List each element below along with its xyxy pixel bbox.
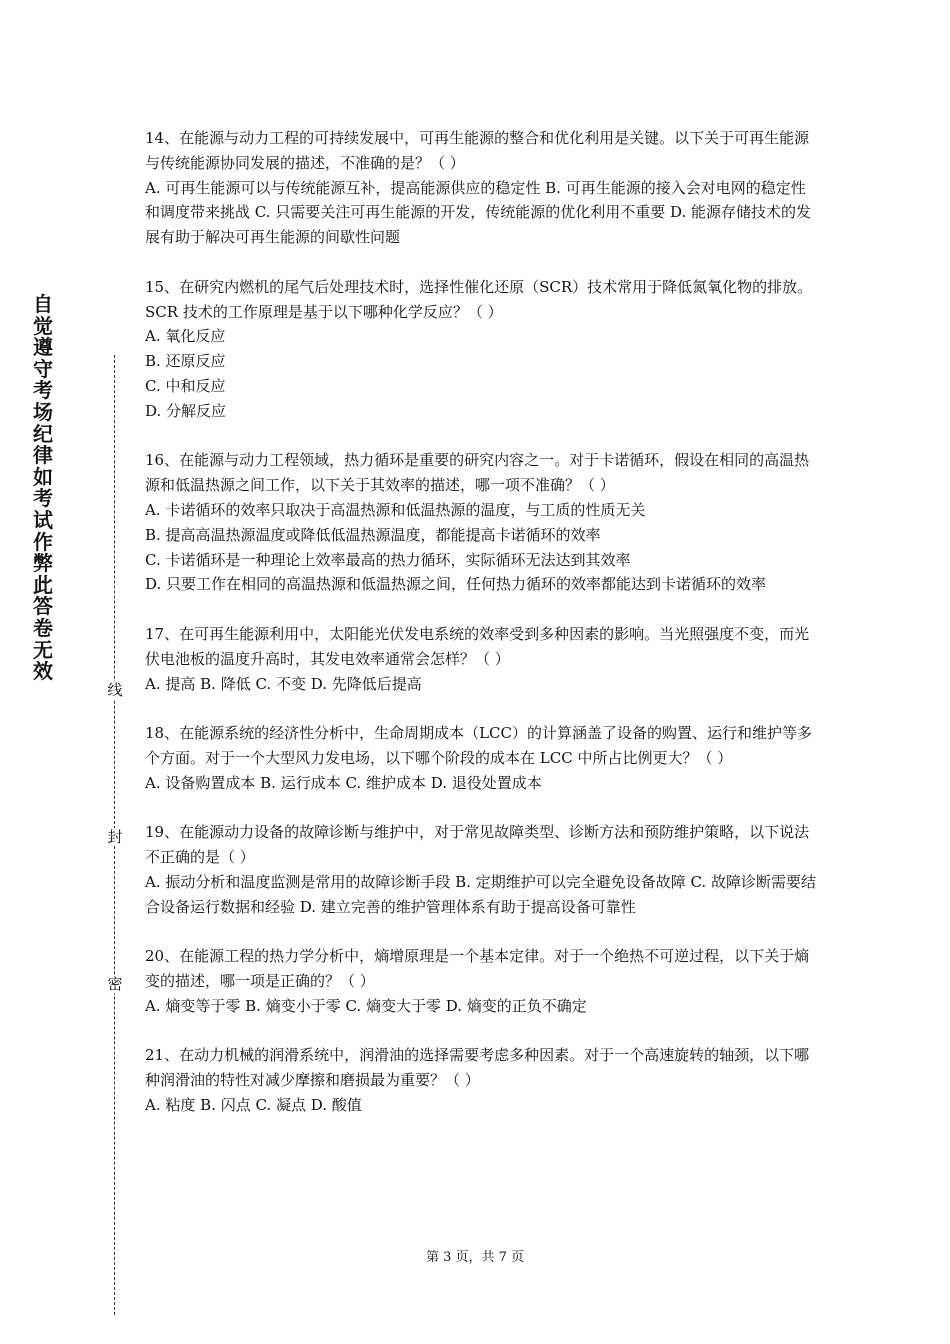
question-stem: 21、在动力机械的润滑系统中，润滑油的选择需要考虑多种因素。对于一个高速旋转的轴颈，以下哪种润滑油的特性对减少摩擦和磨损最为重要？（ ）: [145, 1046, 810, 1090]
option-c: C. 中和反应: [145, 376, 226, 395]
option-a: A. 卡诺循环的效率只取决于高温热源和低温热源的温度，与工质的性质无关: [145, 500, 646, 519]
question-options: A. 振动分析和温度监测是常用的故障诊断手段 B. 定期维护可以完全避免设备故障 C. 故障诊断需要结合设备运行数据和经验 D. 建立完善的维护管理体系有助于提高设备可靠性: [145, 872, 816, 916]
option-d: D. 分解反应: [145, 401, 227, 420]
question-stem: 15、在研究内燃机的尾气后处理技术时，选择性催化还原（SCR）技术常用于降低氮氧化物的排放。SCR 技术的工作原理是基于以下哪种化学反应？（ ）: [145, 277, 813, 321]
question-21: [145, 1043, 817, 1117]
question-stem: 20、在能源工程的热力学分析中，熵增原理是一个基本定律。对于一个绝热不可逆过程，以下关于熵变的描述，哪一项是正确的？（ ）: [145, 947, 810, 991]
option-c: C. 卡诺循环是一种理论上效率最高的热力循环，实际循环无法达到其效率: [145, 550, 631, 569]
question-options: A. 设备购置成本 B. 运行成本 C. 维护成本 D. 退役处置成本: [145, 773, 542, 792]
question-15: [145, 275, 817, 424]
question-16: [145, 448, 817, 597]
seal-label-mi: 密: [107, 975, 123, 993]
seal-label-xian: 线: [107, 681, 123, 699]
question-20: [145, 944, 817, 1018]
question-14: [145, 126, 817, 250]
question-stem: 14、在能源与动力工程的可持续发展中，可再生能源的整合和优化利用是关键。以下关于可再生能源与传统能源协同发展的描述，不准确的是？（ ）: [145, 129, 810, 172]
option-a: A. 氧化反应: [145, 327, 226, 346]
question-stem: 18、在能源系统的经济性分析中，生命周期成本（LCC）的计算涵盖了设备的购置、运行和维护等多个方面。对于一个大型风力发电场，以下哪个阶段的成本在 LCC 中所占比例更大？（ ）: [145, 724, 813, 767]
seal-label-feng: 封: [107, 828, 123, 846]
question-stem: 16、在能源与动力工程领域，热力循环是重要的研究内容之一。对于卡诺循环，假设在相同的高温热源和低温热源之间工作，以下关于其效率的描述，哪一项不准确？（ ）: [145, 451, 810, 495]
question-list: [145, 126, 817, 1143]
question-stem: 17、在可再生能源利用中，太阳能光伏发电系统的效率受到多种因素的影响。当光照强度不变，而光伏电池板的温度升高时，其发电效率通常会怎样？（ ）: [145, 624, 810, 668]
question-stem: 19、在能源动力设备的故障诊断与维护中，对于常见故障类型、诊断方法和预防维护策略，以下说法不正确的是（ ）: [145, 823, 810, 867]
exam-discipline-notice: 自觉遵守考场纪律如考试作弊此答卷无效: [33, 292, 53, 684]
option-d: D. 只要工作在相同的高温热源和低温热源之间，任何热力循环的效率都能达到卡诺循环的效率: [145, 575, 767, 594]
question-options: A. 熵变等于零 B. 熵变小于零 C. 熵变大于零 D. 熵变的正负不确定: [145, 996, 587, 1015]
question-18: [145, 721, 817, 795]
question-19: [145, 820, 817, 919]
option-b: B. 提高高温热源温度或降低低温热源温度，都能提高卡诺循环的效率: [145, 525, 601, 544]
page-footer: 第 3 页，共 7 页: [425, 1250, 525, 1265]
question-17: [145, 622, 817, 696]
question-options: A. 粘度 B. 闪点 C. 凝点 D. 酸值: [145, 1096, 362, 1115]
question-options: A. 可再生能源可以与传统能源互补，提高能源供应的稳定性 B. 可再生能源的接入会对电网的稳定性和调度带来挑战 C. 只需要关注可再生能源的开发，传统能源的优化利用不重要 D. 能源存储技术的发展有助于解决可再生能源的间歇性问题: [145, 178, 812, 247]
option-b: B. 还原反应: [145, 352, 226, 371]
question-options: A. 提高 B. 降低 C. 不变 D. 先降低后提高: [145, 674, 422, 693]
